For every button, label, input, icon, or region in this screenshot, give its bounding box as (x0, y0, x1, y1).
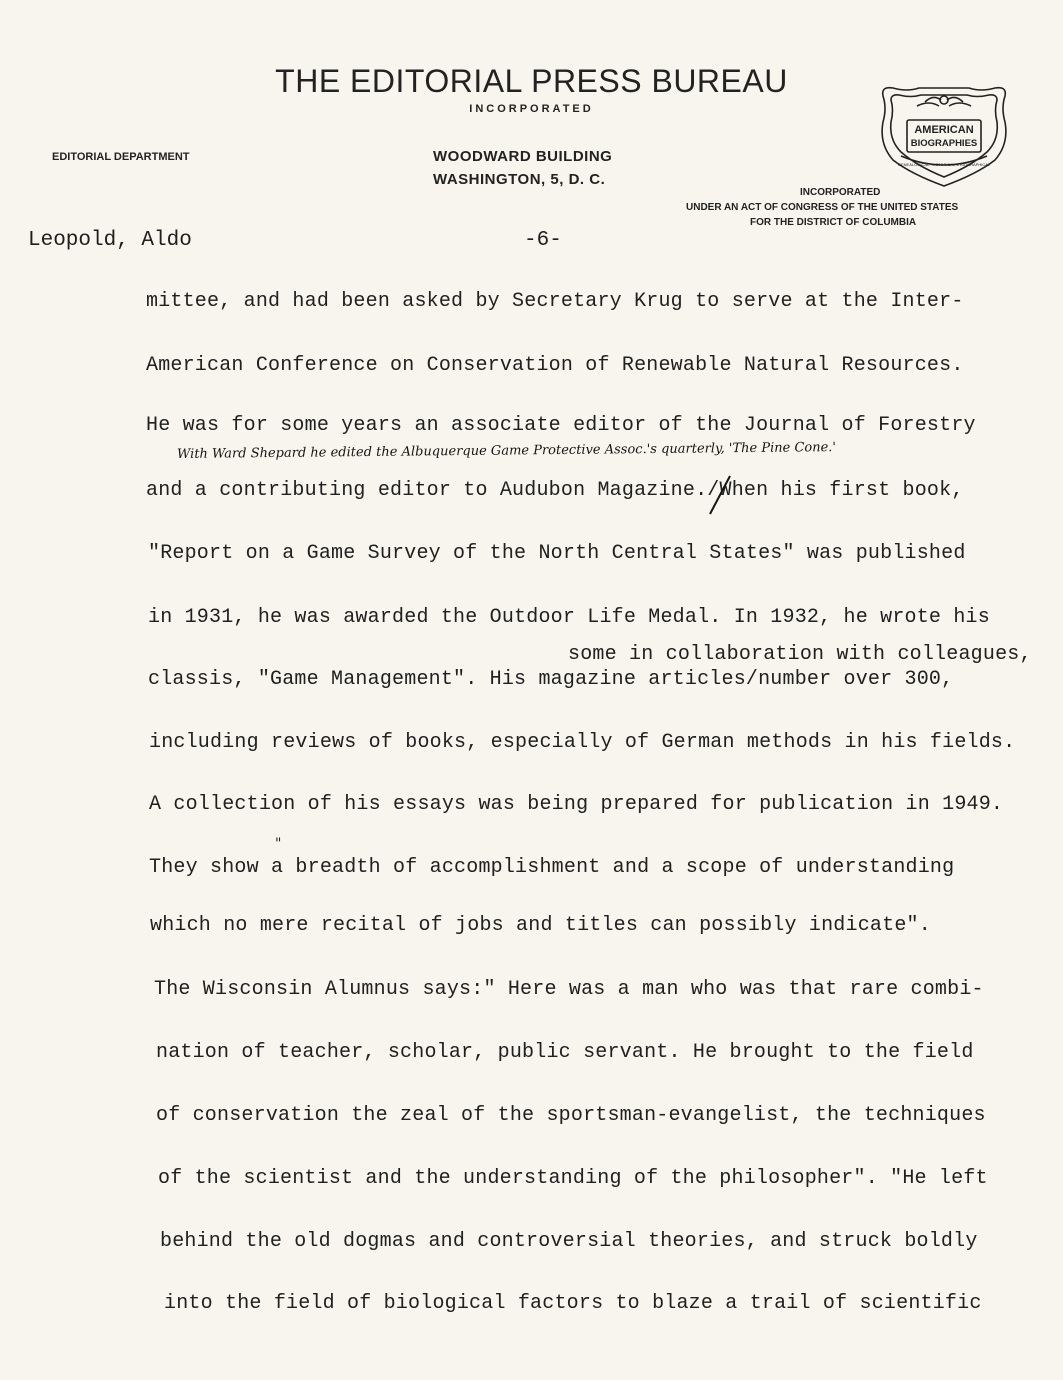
address-line-1: WOODWARD BUILDING (433, 148, 613, 165)
body-line: behind the old dogmas and controversial theories, and struck boldly (160, 1230, 978, 1253)
body-line: "Report on a Game Survey of the North Central States" was published (148, 542, 966, 565)
body-line: which no mere recital of jobs and titles can possibly indicate". (150, 914, 931, 937)
incorporation-line-2: UNDER AN ACT OF CONGRESS OF THE UNITED STATES (686, 202, 959, 213)
body-line: nation of teacher, scholar, public servant. He brought to the field (156, 1041, 974, 1064)
incorporation-line-1: INCORPORATED (800, 187, 881, 198)
body-line: The Wisconsin Alumnus says:" Here was a man who was that rare combi- (154, 978, 984, 1001)
seal-ribbon-text: GENEALOGICAL, HISTORICAL & BIOGRAPHICAL (897, 162, 991, 167)
department-label: EDITORIAL DEPARTMENT (52, 151, 190, 163)
body-line: into the field of biological factors to blaze a trail of scientific (164, 1292, 982, 1315)
body-line: mittee, and had been asked by Secretary Krug to serve at the Inter- (146, 290, 964, 313)
body-line: American Conference on Conservation of Renewable Natural Resources. (146, 354, 964, 377)
letterhead-subtitle: INCORPORATED (469, 103, 594, 115)
handwritten-quote-mark: " (275, 836, 282, 852)
address-line-2: WASHINGTON, 5, D. C. (433, 171, 606, 188)
insertion-mark-icon (700, 474, 740, 516)
page-number: -6- (524, 229, 562, 252)
body-line: and a contributing editor to Audubon Magazine./When his first book, (146, 479, 964, 502)
body-line: including reviews of books, especially of German methods in his fields. (149, 731, 1016, 754)
body-line: A collection of his essays was being prepared for publication in 1949. (149, 793, 1004, 816)
seal-text-biographies: BIOGRAPHIES (910, 138, 978, 149)
body-line: of conservation the zeal of the sportsman-evangelist, the techniques (156, 1104, 986, 1127)
seal-text-american: AMERICAN (914, 124, 974, 136)
body-line: classis, "Game Management". His magazine articles/number over 300, (148, 668, 954, 691)
body-line: of the scientist and the understanding of the philosopher". "He left (158, 1167, 988, 1190)
typed-insert: some in collaboration with colleagues, (568, 643, 1032, 666)
american-biographies-seal-icon (877, 82, 1011, 190)
handwritten-insert: With Ward Shepard he edited the Albuquerque Game Protective Assoc.'s quarterly, 'The Pine Cone.' (176, 440, 837, 462)
body-line: in 1931, he was awarded the Outdoor Life Medal. In 1932, he wrote his (148, 606, 990, 629)
incorporation-line-3: FOR THE DISTRICT OF COLUMBIA (750, 217, 917, 228)
body-line: He was for some years an associate editor of the Journal of Forestry (146, 414, 976, 437)
letterhead-title: THE EDITORIAL PRESS BUREAU (275, 63, 788, 99)
subject-name: Leopold, Aldo (28, 229, 192, 252)
body-line: They show a breadth of accomplishment and a scope of understanding (149, 856, 955, 879)
